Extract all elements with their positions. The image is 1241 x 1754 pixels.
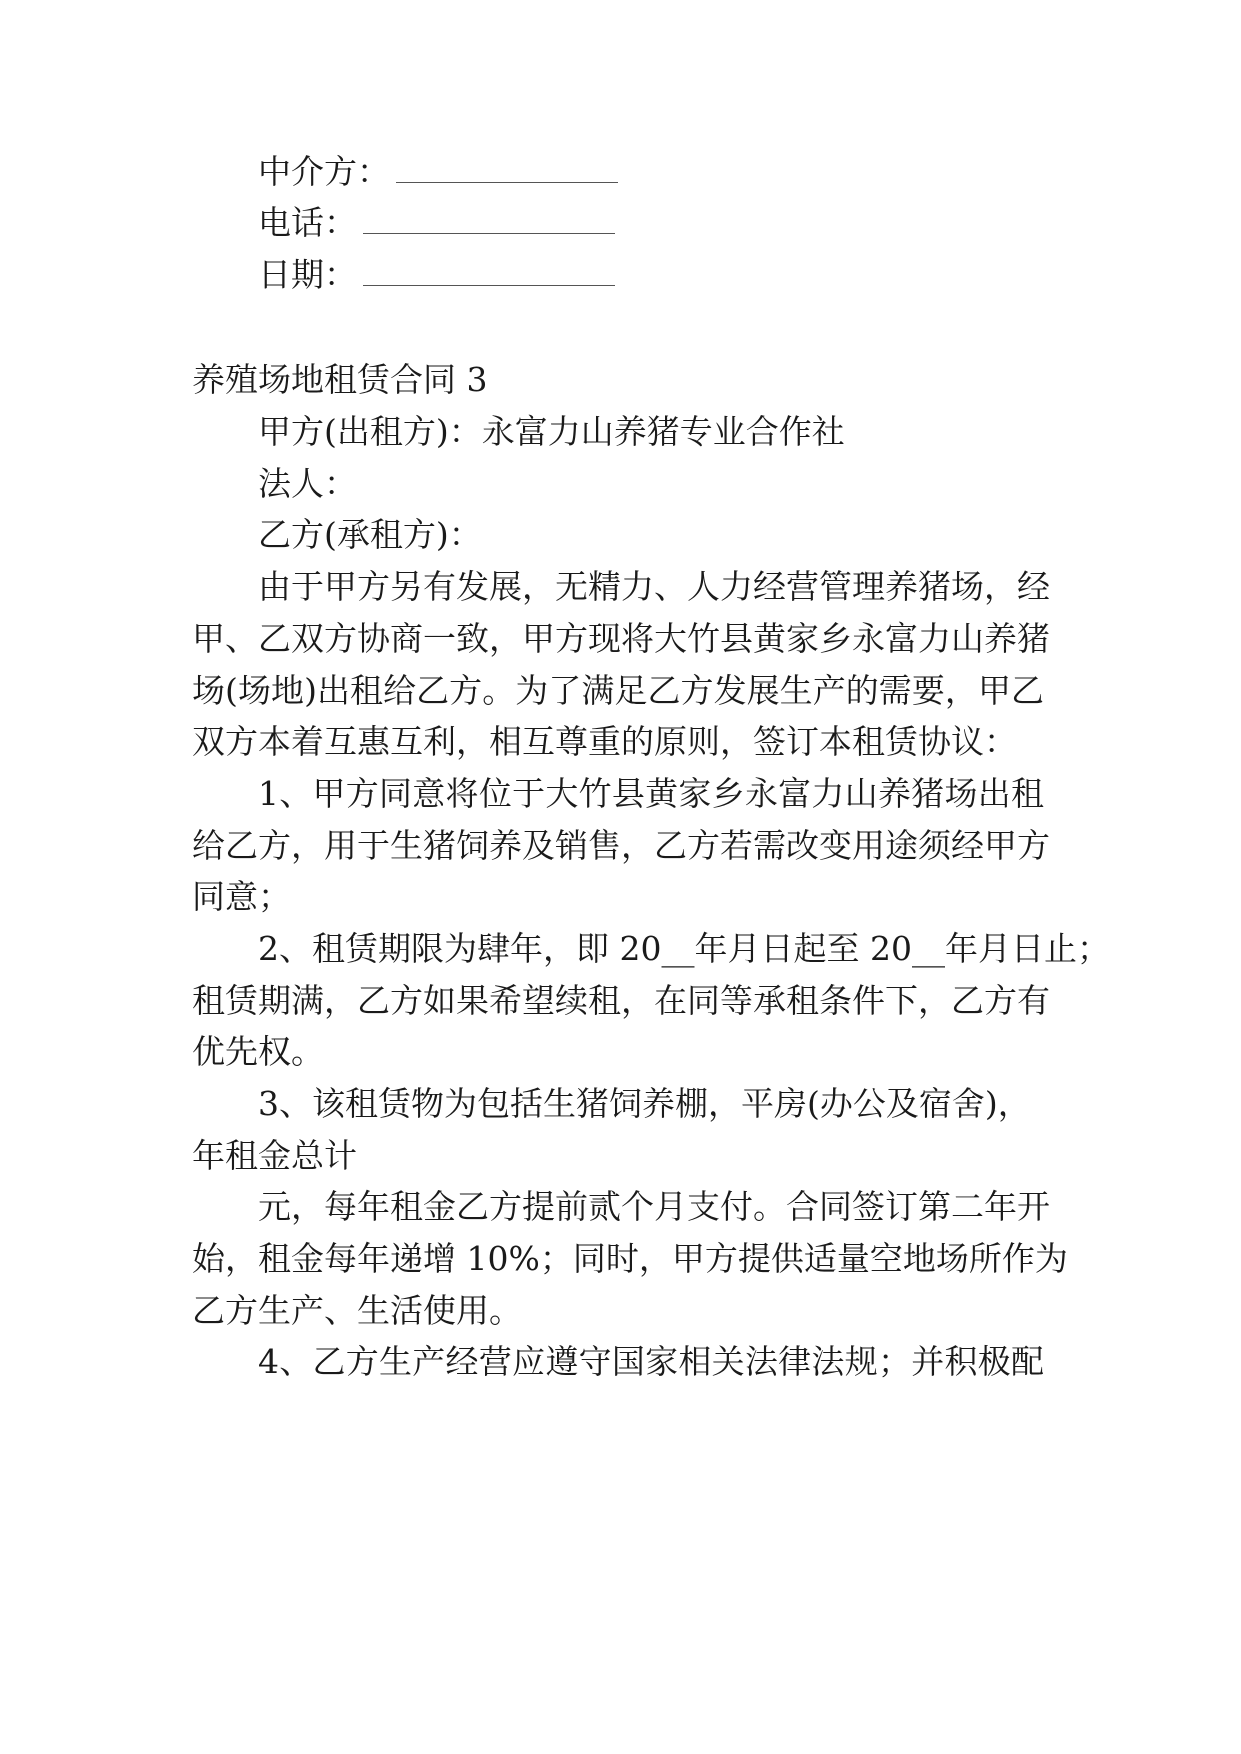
phone-blank [363,209,615,234]
body-line: 甲、乙双方协商一致，甲方现将大竹县黄家乡永富力山养猪 [192,619,1050,658]
body-line: 1、甲方同意将位于大竹县黄家乡永富力山养猪场出租 [258,774,1044,813]
body-line: 给乙方，用于生猪饲养及销售，乙方若需改变用途须经甲方 [192,826,1050,865]
intermediary-label: 中介方： [258,152,390,191]
body-line: 由于甲方另有发展，无精力、人力经营管理养猪场，经 [258,567,1050,606]
party-a: 甲方(出租方)：永富力山养猪专业合作社 [258,412,845,451]
contract-title: 养殖场地租赁合同 3 [192,360,488,399]
body-line: 场(场地)出租给乙方。为了满足乙方发展生产的需要，甲乙 [192,671,1044,710]
party-b: 乙方(承租方)： [258,515,482,554]
legal-person: 法人： [258,464,357,503]
date-label: 日期： [258,255,357,294]
body-line: 双方本着互惠互利，相互尊重的原则，签订本租赁协议： [192,722,1017,761]
body-line: 优先权。 [192,1032,324,1071]
body-line: 2、租赁期限为肆年，即 20__年月日起至 20__年月日止； [258,929,1110,968]
body-line: 同意； [192,877,291,916]
date-line [258,255,1118,295]
intermediary-blank [396,158,618,183]
body-line: 3、该租赁物为包括生猪饲养棚，平房(办公及宿舍)， [258,1084,1031,1123]
body-line: 年租金总计 [192,1136,357,1175]
date-blank [363,261,615,286]
body-line: 始，租金每年递增 10%；同时，甲方提供适量空地场所作为 [192,1239,1068,1278]
phone-line [258,203,1118,243]
body-line: 租赁期满，乙方如果希望续租，在同等承租条件下，乙方有 [192,981,1050,1020]
intermediary-line [258,152,1118,192]
phone-label: 电话： [258,203,357,242]
body-line: 乙方生产、生活使用。 [192,1291,522,1330]
body-line: 4、乙方生产经营应遵守国家相关法律法规；并积极配 [258,1342,1044,1381]
body-line: 元，每年租金乙方提前贰个月支付。合同签订第二年开 [258,1187,1050,1226]
